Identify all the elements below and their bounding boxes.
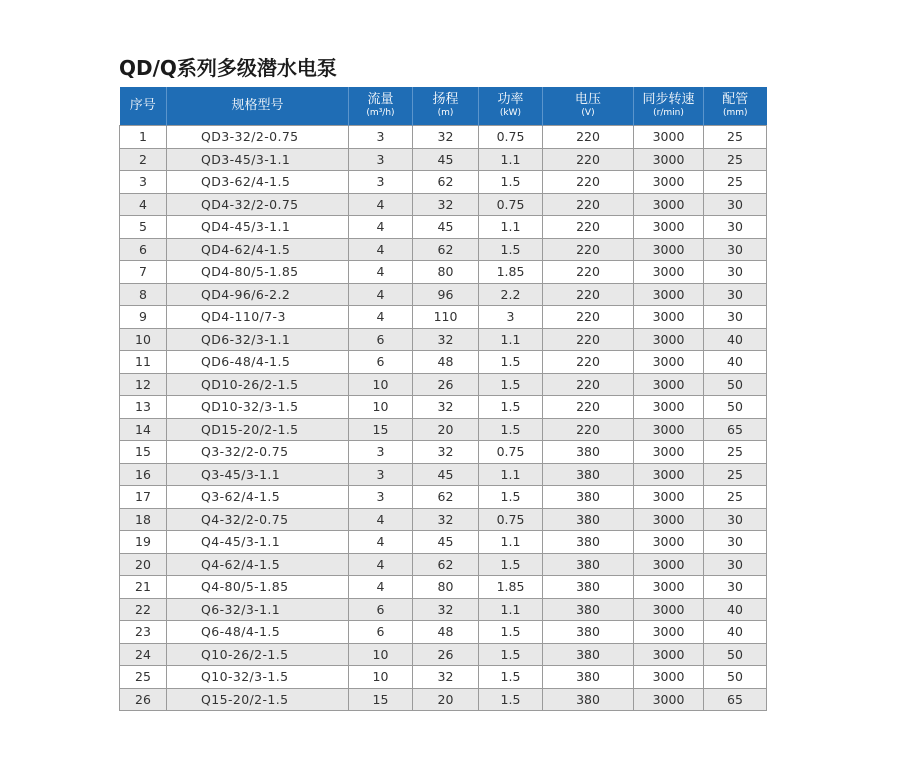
header-head (413, 87, 479, 126)
cell-voltage: 220 (543, 328, 634, 351)
cell-flow: 3 (349, 486, 413, 509)
cell-power: 1.5 (479, 553, 543, 576)
table-row (120, 598, 767, 621)
table-body (120, 126, 767, 711)
cell-pipe: 30 (704, 193, 767, 216)
cell-pipe: 30 (704, 531, 767, 554)
cell-power: 1.85 (479, 261, 543, 284)
cell-voltage: 380 (543, 643, 634, 666)
cell-voltage: 220 (543, 283, 634, 306)
table-row (120, 666, 767, 689)
cell-power: 1.5 (479, 688, 543, 711)
cell-model: QD3-45/3-1.1 (167, 148, 349, 171)
cell-model: Q3-32/2-0.75 (167, 441, 349, 464)
table-row (120, 621, 767, 644)
cell-flow: 6 (349, 598, 413, 621)
cell-voltage: 380 (543, 463, 634, 486)
header-index (120, 87, 167, 126)
cell-model: Q3-62/4-1.5 (167, 486, 349, 509)
cell-pipe: 25 (704, 441, 767, 464)
cell-pipe: 25 (704, 486, 767, 509)
cell-index: 5 (120, 216, 167, 239)
cell-power: 1.5 (479, 396, 543, 419)
cell-speed: 3000 (634, 643, 704, 666)
cell-flow: 6 (349, 351, 413, 374)
table-row (120, 148, 767, 171)
cell-voltage: 380 (543, 621, 634, 644)
cell-power: 1.5 (479, 171, 543, 194)
table-row (120, 216, 767, 239)
cell-head: 110 (413, 306, 479, 329)
cell-flow: 4 (349, 261, 413, 284)
header-voltage (543, 87, 634, 126)
cell-speed: 3000 (634, 666, 704, 689)
cell-power: 0.75 (479, 126, 543, 149)
table-row (120, 193, 767, 216)
cell-power: 1.1 (479, 148, 543, 171)
cell-model: QD4-32/2-0.75 (167, 193, 349, 216)
cell-flow: 4 (349, 306, 413, 329)
cell-voltage: 220 (543, 171, 634, 194)
header-flow (349, 87, 413, 126)
cell-head: 20 (413, 688, 479, 711)
cell-power: 0.75 (479, 441, 543, 464)
cell-voltage: 220 (543, 148, 634, 171)
cell-pipe: 25 (704, 126, 767, 149)
header-unit: (V) (581, 108, 595, 119)
cell-model: QD4-96/6-2.2 (167, 283, 349, 306)
cell-head: 45 (413, 463, 479, 486)
cell-flow: 4 (349, 238, 413, 261)
cell-index: 17 (120, 486, 167, 509)
cell-head: 62 (413, 171, 479, 194)
cell-flow: 15 (349, 418, 413, 441)
cell-speed: 3000 (634, 486, 704, 509)
cell-pipe: 40 (704, 598, 767, 621)
spec-table (119, 87, 767, 711)
cell-index: 11 (120, 351, 167, 374)
cell-flow: 4 (349, 576, 413, 599)
cell-speed: 3000 (634, 171, 704, 194)
cell-voltage: 220 (543, 351, 634, 374)
cell-pipe: 50 (704, 396, 767, 419)
cell-flow: 10 (349, 643, 413, 666)
cell-model: Q3-45/3-1.1 (167, 463, 349, 486)
cell-pipe: 40 (704, 351, 767, 374)
cell-flow: 6 (349, 328, 413, 351)
cell-speed: 3000 (634, 553, 704, 576)
cell-flow: 15 (349, 688, 413, 711)
cell-head: 62 (413, 486, 479, 509)
cell-voltage: 220 (543, 261, 634, 284)
cell-pipe: 25 (704, 148, 767, 171)
cell-model: Q4-80/5-1.85 (167, 576, 349, 599)
cell-index: 9 (120, 306, 167, 329)
header-label: 同步转速 (642, 92, 695, 108)
cell-pipe: 40 (704, 328, 767, 351)
header-model (167, 87, 349, 126)
cell-speed: 3000 (634, 126, 704, 149)
cell-index: 18 (120, 508, 167, 531)
cell-pipe: 30 (704, 508, 767, 531)
table-row (120, 508, 767, 531)
table-row (120, 441, 767, 464)
cell-index: 16 (120, 463, 167, 486)
cell-index: 22 (120, 598, 167, 621)
cell-flow: 10 (349, 373, 413, 396)
table-row (120, 643, 767, 666)
header-label: 功率 (497, 92, 524, 108)
cell-head: 45 (413, 531, 479, 554)
cell-power: 1.1 (479, 216, 543, 239)
cell-power: 1.5 (479, 643, 543, 666)
cell-index: 14 (120, 418, 167, 441)
cell-model: Q4-62/4-1.5 (167, 553, 349, 576)
cell-voltage: 380 (543, 576, 634, 599)
cell-model: QD10-32/3-1.5 (167, 396, 349, 419)
cell-flow: 3 (349, 148, 413, 171)
cell-voltage: 220 (543, 306, 634, 329)
header-label: 扬程 (432, 92, 459, 108)
cell-model: QD4-62/4-1.5 (167, 238, 349, 261)
cell-power: 0.75 (479, 508, 543, 531)
cell-power: 1.5 (479, 351, 543, 374)
cell-voltage: 220 (543, 126, 634, 149)
table-row (120, 351, 767, 374)
cell-speed: 3000 (634, 306, 704, 329)
header-label: 序号 (129, 98, 156, 114)
cell-model: Q15-20/2-1.5 (167, 688, 349, 711)
cell-pipe: 30 (704, 553, 767, 576)
cell-model: QD4-110/7-3 (167, 306, 349, 329)
cell-index: 20 (120, 553, 167, 576)
table-header (120, 87, 767, 126)
cell-voltage: 220 (543, 373, 634, 396)
cell-model: QD15-20/2-1.5 (167, 418, 349, 441)
table-row (120, 418, 767, 441)
cell-voltage: 220 (543, 418, 634, 441)
table-row (120, 396, 767, 419)
table-row (120, 486, 767, 509)
cell-head: 80 (413, 261, 479, 284)
cell-model: QD4-80/5-1.85 (167, 261, 349, 284)
header-label: 配管 (722, 92, 749, 108)
cell-model: QD3-62/4-1.5 (167, 171, 349, 194)
cell-power: 1.5 (479, 486, 543, 509)
cell-index: 13 (120, 396, 167, 419)
cell-speed: 3000 (634, 463, 704, 486)
cell-model: QD4-45/3-1.1 (167, 216, 349, 239)
cell-flow: 6 (349, 621, 413, 644)
table-row (120, 306, 767, 329)
cell-speed: 3000 (634, 441, 704, 464)
cell-power: 1.5 (479, 621, 543, 644)
cell-pipe: 30 (704, 576, 767, 599)
cell-voltage: 380 (543, 508, 634, 531)
cell-power: 3 (479, 306, 543, 329)
cell-voltage: 220 (543, 193, 634, 216)
cell-index: 19 (120, 531, 167, 554)
cell-voltage: 380 (543, 688, 634, 711)
cell-index: 26 (120, 688, 167, 711)
cell-pipe: 30 (704, 261, 767, 284)
cell-pipe: 25 (704, 171, 767, 194)
cell-head: 62 (413, 553, 479, 576)
cell-power: 1.5 (479, 238, 543, 261)
cell-model: QD3-32/2-0.75 (167, 126, 349, 149)
cell-power: 1.1 (479, 531, 543, 554)
cell-pipe: 30 (704, 283, 767, 306)
cell-head: 45 (413, 216, 479, 239)
cell-speed: 3000 (634, 193, 704, 216)
cell-head: 48 (413, 621, 479, 644)
table-row (120, 463, 767, 486)
header-unit: (kW) (499, 108, 522, 119)
table-row (120, 238, 767, 261)
cell-index: 7 (120, 261, 167, 284)
table-row (120, 126, 767, 149)
header-pipe (704, 87, 767, 126)
cell-model: Q10-32/3-1.5 (167, 666, 349, 689)
cell-index: 8 (120, 283, 167, 306)
header-power (479, 87, 543, 126)
cell-flow: 3 (349, 441, 413, 464)
cell-voltage: 220 (543, 216, 634, 239)
cell-power: 1.85 (479, 576, 543, 599)
cell-power: 2.2 (479, 283, 543, 306)
cell-speed: 3000 (634, 396, 704, 419)
table-row (120, 688, 767, 711)
cell-head: 32 (413, 508, 479, 531)
cell-speed: 3000 (634, 351, 704, 374)
cell-head: 96 (413, 283, 479, 306)
table-row (120, 171, 767, 194)
cell-pipe: 40 (704, 621, 767, 644)
cell-index: 25 (120, 666, 167, 689)
cell-model: Q4-32/2-0.75 (167, 508, 349, 531)
cell-speed: 3000 (634, 531, 704, 554)
cell-flow: 4 (349, 553, 413, 576)
header-row (120, 87, 767, 126)
table-row (120, 373, 767, 396)
cell-model: Q6-48/4-1.5 (167, 621, 349, 644)
cell-power: 0.75 (479, 193, 543, 216)
cell-speed: 3000 (634, 598, 704, 621)
header-unit: (r/min) (653, 108, 684, 119)
cell-index: 6 (120, 238, 167, 261)
cell-model: QD10-26/2-1.5 (167, 373, 349, 396)
cell-pipe: 50 (704, 643, 767, 666)
cell-voltage: 380 (543, 486, 634, 509)
cell-voltage: 380 (543, 441, 634, 464)
cell-index: 2 (120, 148, 167, 171)
cell-model: QD6-32/3-1.1 (167, 328, 349, 351)
cell-head: 32 (413, 126, 479, 149)
cell-speed: 3000 (634, 238, 704, 261)
cell-voltage: 380 (543, 553, 634, 576)
cell-voltage: 380 (543, 598, 634, 621)
cell-index: 15 (120, 441, 167, 464)
cell-speed: 3000 (634, 216, 704, 239)
cell-head: 62 (413, 238, 479, 261)
cell-voltage: 380 (543, 666, 634, 689)
cell-pipe: 30 (704, 238, 767, 261)
cell-head: 32 (413, 193, 479, 216)
table-row (120, 576, 767, 599)
cell-speed: 3000 (634, 688, 704, 711)
page-title: QD/Q系列多级潜水电泵 (119, 56, 337, 80)
cell-index: 24 (120, 643, 167, 666)
cell-speed: 3000 (634, 621, 704, 644)
cell-head: 26 (413, 643, 479, 666)
header-label: 规格型号 (231, 98, 284, 114)
cell-head: 48 (413, 351, 479, 374)
cell-index: 3 (120, 171, 167, 194)
cell-head: 32 (413, 328, 479, 351)
cell-index: 4 (120, 193, 167, 216)
cell-speed: 3000 (634, 418, 704, 441)
table-row (120, 531, 767, 554)
header-label: 电压 (574, 92, 601, 108)
cell-head: 26 (413, 373, 479, 396)
cell-head: 80 (413, 576, 479, 599)
cell-speed: 3000 (634, 373, 704, 396)
cell-flow: 4 (349, 508, 413, 531)
cell-voltage: 220 (543, 238, 634, 261)
cell-pipe: 65 (704, 418, 767, 441)
cell-flow: 4 (349, 216, 413, 239)
cell-voltage: 380 (543, 531, 634, 554)
cell-speed: 3000 (634, 261, 704, 284)
cell-flow: 4 (349, 193, 413, 216)
table-row (120, 261, 767, 284)
cell-flow: 10 (349, 396, 413, 419)
cell-power: 1.1 (479, 598, 543, 621)
table-row (120, 283, 767, 306)
cell-pipe: 65 (704, 688, 767, 711)
cell-model: Q6-32/3-1.1 (167, 598, 349, 621)
cell-head: 32 (413, 598, 479, 621)
cell-index: 23 (120, 621, 167, 644)
table-row (120, 553, 767, 576)
cell-speed: 3000 (634, 283, 704, 306)
cell-pipe: 50 (704, 666, 767, 689)
cell-speed: 3000 (634, 148, 704, 171)
cell-voltage: 220 (543, 396, 634, 419)
cell-speed: 3000 (634, 576, 704, 599)
header-unit: (m) (437, 108, 454, 119)
cell-speed: 3000 (634, 508, 704, 531)
cell-index: 1 (120, 126, 167, 149)
table-row (120, 328, 767, 351)
header-unit: (m³/h) (366, 108, 395, 119)
cell-power: 1.5 (479, 418, 543, 441)
cell-flow: 3 (349, 126, 413, 149)
header-unit: (mm) (722, 108, 748, 119)
cell-flow: 3 (349, 463, 413, 486)
cell-power: 1.1 (479, 328, 543, 351)
cell-flow: 3 (349, 171, 413, 194)
cell-index: 21 (120, 576, 167, 599)
cell-power: 1.1 (479, 463, 543, 486)
cell-model: QD6-48/4-1.5 (167, 351, 349, 374)
cell-pipe: 50 (704, 373, 767, 396)
cell-head: 45 (413, 148, 479, 171)
cell-model: Q10-26/2-1.5 (167, 643, 349, 666)
cell-flow: 4 (349, 531, 413, 554)
cell-power: 1.5 (479, 373, 543, 396)
cell-head: 32 (413, 396, 479, 419)
cell-speed: 3000 (634, 328, 704, 351)
cell-index: 12 (120, 373, 167, 396)
cell-model: Q4-45/3-1.1 (167, 531, 349, 554)
cell-pipe: 25 (704, 463, 767, 486)
header-label: 流量 (367, 92, 394, 108)
cell-flow: 4 (349, 283, 413, 306)
cell-pipe: 30 (704, 306, 767, 329)
cell-power: 1.5 (479, 666, 543, 689)
cell-pipe: 30 (704, 216, 767, 239)
cell-index: 10 (120, 328, 167, 351)
cell-flow: 10 (349, 666, 413, 689)
cell-head: 32 (413, 666, 479, 689)
header-speed (634, 87, 704, 126)
cell-head: 20 (413, 418, 479, 441)
cell-head: 32 (413, 441, 479, 464)
